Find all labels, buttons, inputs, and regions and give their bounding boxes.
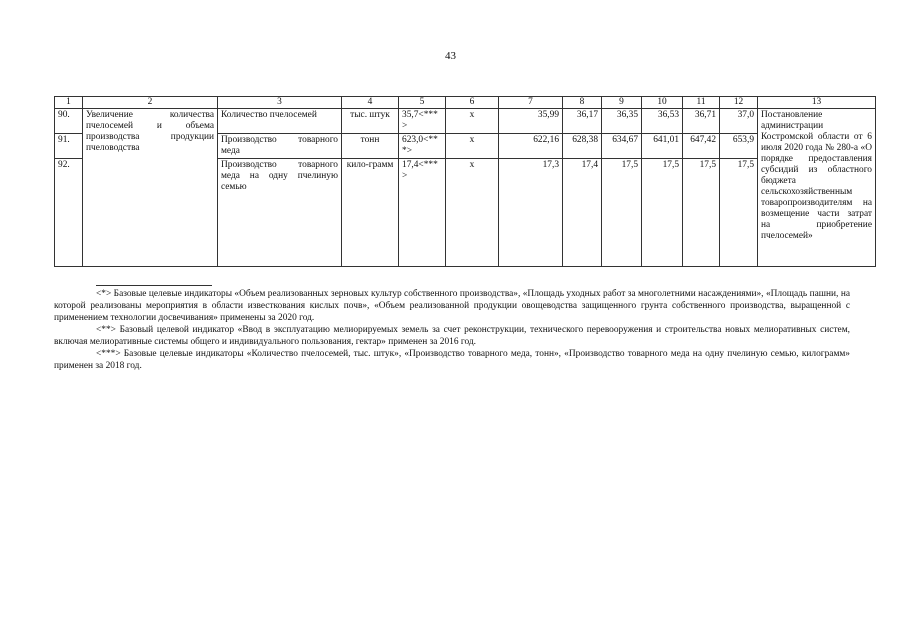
row-number: 90. <box>55 109 83 134</box>
indicators-table <box>54 96 876 267</box>
header-cell: 8 <box>563 97 602 109</box>
footnote-divider <box>96 285 212 286</box>
value-cell: 37,0 <box>720 109 758 134</box>
footnote-2: <**> Базовый целевой индикатор «Ввод в эксплуатацию мелиорируемых земель за счет реконструкции, технического перевооружения и строительства новых мелиоративных систем, включая мелиоративные системы общего и индивидуального пользования, гектар» применен за 2016 год. <box>54 325 850 347</box>
header-cell: 7 <box>499 97 563 109</box>
value-cell: 628,38 <box>563 134 602 159</box>
row-number: 91. <box>55 134 83 159</box>
indicator-cell: Производство товарного меда на одну пчелиную семью <box>218 159 342 267</box>
header-cell: 4 <box>342 97 399 109</box>
value-cell: 17,5 <box>642 159 683 267</box>
header-cell: 5 <box>399 97 446 109</box>
header-cell: 3 <box>218 97 342 109</box>
base-value-cell: 17,4<***> <box>399 159 446 267</box>
footnotes <box>54 288 850 372</box>
header-cell: 6 <box>446 97 499 109</box>
page-number: 43 <box>445 50 456 62</box>
header-cell: 9 <box>602 97 642 109</box>
value-cell: 17,5 <box>720 159 758 267</box>
value-cell: 653,9 <box>720 134 758 159</box>
value-cell: 17,5 <box>683 159 720 267</box>
unit-cell: тонн <box>342 134 399 159</box>
value-cell: 35,99 <box>499 109 563 134</box>
header-row <box>55 97 876 109</box>
value-cell: 36,53 <box>642 109 683 134</box>
value-cell: 634,67 <box>602 134 642 159</box>
indicator-cell: Количество пчелосемей <box>218 109 342 134</box>
value-cell: 17,4 <box>563 159 602 267</box>
unit-cell: кило-грамм <box>342 159 399 267</box>
base-value-cell: 35,7<***> <box>399 109 446 134</box>
legal-basis-cell: Постановление администрации Костромской области от 6 июля 2020 года № 280-а «О порядке предоставления субсидий из областного бюджета сельскохозяйственным товаропроизводителям на возмещение части затрат на приобретение пчелосемей» <box>758 109 876 267</box>
row-number: 92. <box>55 159 83 267</box>
header-cell: 12 <box>720 97 758 109</box>
header-cell: 11 <box>683 97 720 109</box>
base-value-cell: 623,0<***> <box>399 134 446 159</box>
unit-cell: тыс. штук <box>342 109 399 134</box>
footnote-1: <*> Базовые целевые индикаторы «Объем реализованных зерновых культур собственного производства», «Площадь уходных работ за многолетними насаждениями», «Площадь пашни, на которой реализованы мероприятия в области известкования кислых почв», «Объем реализованной продукции овощеводства защищенного грунта собственного производства, выращенной с применением технологии досвечивания» применены за 2020 год. <box>54 289 850 323</box>
value-cell: 647,42 <box>683 134 720 159</box>
table-row <box>55 109 876 134</box>
indicator-cell: Производство товарного меда <box>218 134 342 159</box>
value-cell: 17,3 <box>499 159 563 267</box>
header-cell: 13 <box>758 97 876 109</box>
value-cell: 17,5 <box>602 159 642 267</box>
col6-cell: х <box>446 109 499 134</box>
group-name-cell: Увеличение количества пчелосемей и объема производства продукции пчеловодства <box>83 109 218 267</box>
col6-cell: х <box>446 159 499 267</box>
value-cell: 622,16 <box>499 134 563 159</box>
col6-cell: х <box>446 134 499 159</box>
value-cell: 36,71 <box>683 109 720 134</box>
header-cell: 2 <box>83 97 218 109</box>
header-cell: 10 <box>642 97 683 109</box>
value-cell: 641,01 <box>642 134 683 159</box>
footnote-3: <***> Базовые целевые индикаторы «Количество пчелосемей, тыс. штук», «Производство товарного меда, тонн», «Производство товарного меда на одну пчелиную семью, килограмм» применен за 2018 год. <box>54 349 850 371</box>
value-cell: 36,35 <box>602 109 642 134</box>
header-cell: 1 <box>55 97 83 109</box>
value-cell: 36,17 <box>563 109 602 134</box>
